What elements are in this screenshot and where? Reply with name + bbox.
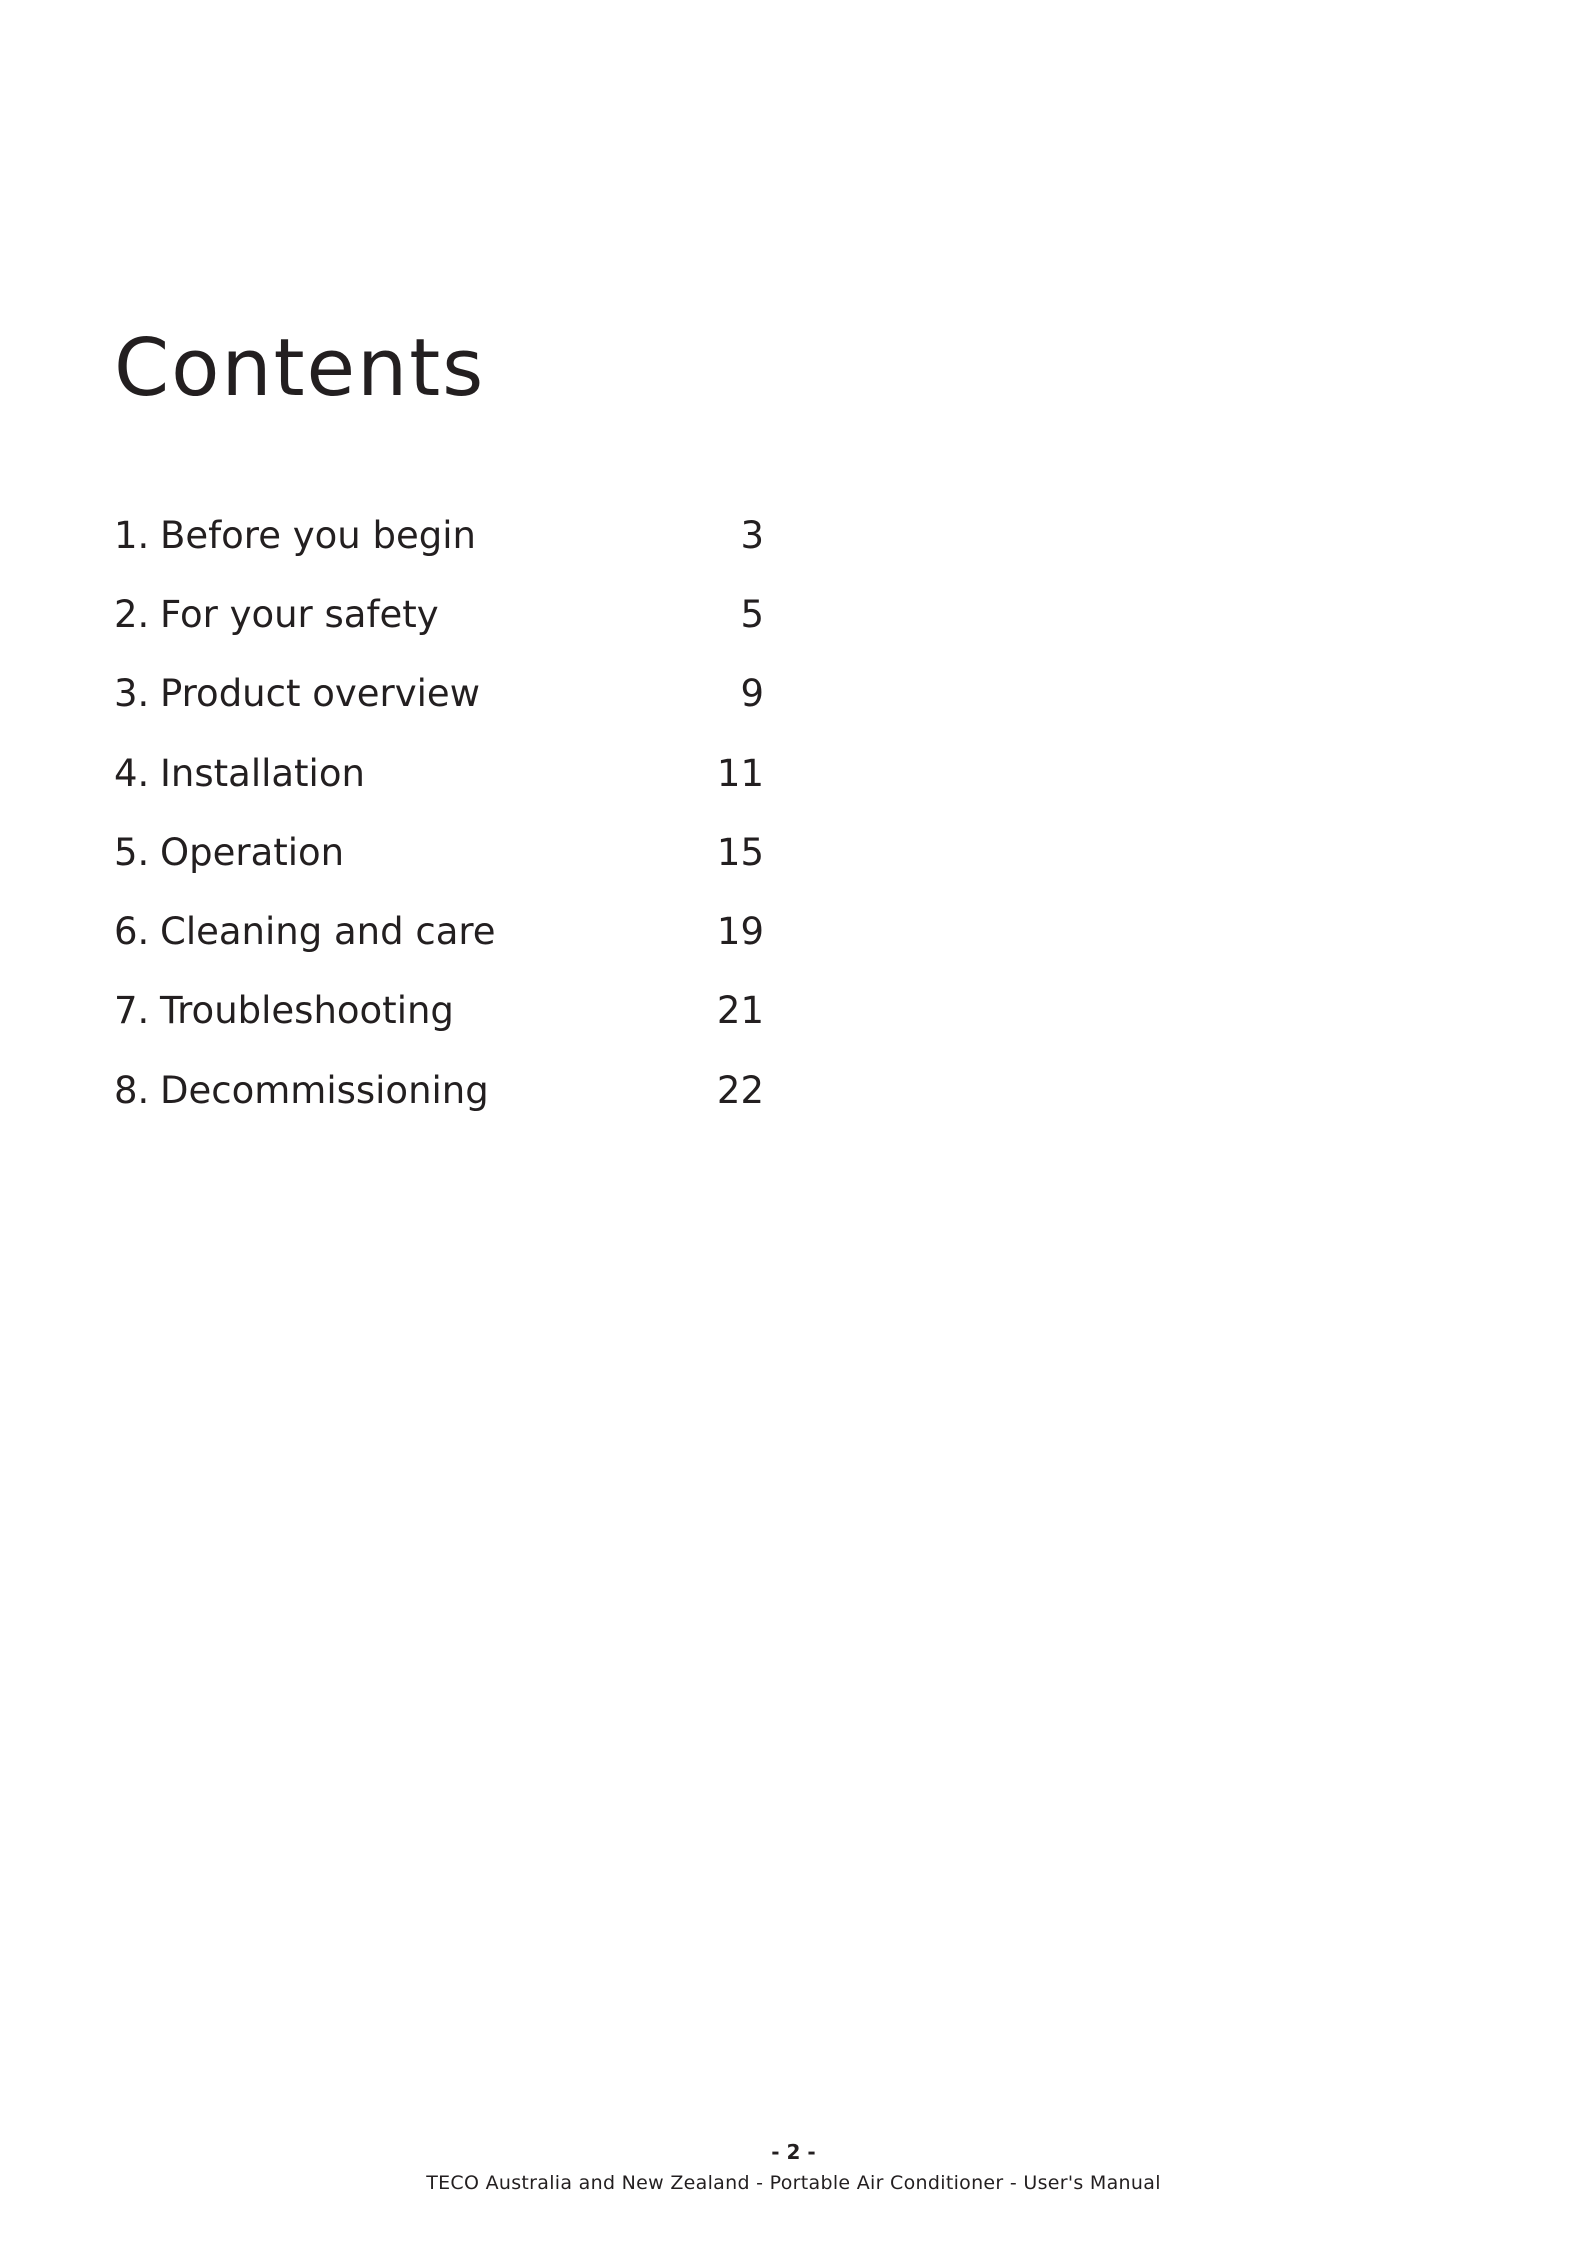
footer-page-number: - 2 - bbox=[771, 2140, 816, 2164]
toc-entry-label: Decommissioning bbox=[160, 1068, 489, 1112]
toc-entry-before-you-begin[interactable] bbox=[114, 496, 764, 575]
toc-entry-troubleshooting[interactable] bbox=[114, 972, 764, 1051]
toc-entry-page: 11 bbox=[716, 751, 764, 795]
footer-text: TECO Australia and New Zealand - Portable Air Conditioner - User's Manual bbox=[426, 2172, 1161, 2194]
toc-entry-number: 3. bbox=[114, 672, 150, 716]
toc-entry-installation[interactable] bbox=[114, 734, 764, 813]
toc-entry-number: 2. bbox=[114, 592, 150, 636]
toc-entry-label: Installation bbox=[160, 751, 365, 795]
page-title: Contents bbox=[114, 322, 486, 414]
toc-entry-decommissioning[interactable] bbox=[114, 1051, 764, 1130]
toc-entry-label: Operation bbox=[160, 830, 345, 874]
toc-entry-page: 22 bbox=[716, 1068, 764, 1112]
toc-entry-number: 8. bbox=[114, 1068, 150, 1112]
toc-entry-cleaning-and-care[interactable] bbox=[114, 892, 764, 971]
toc-entry-page: 15 bbox=[716, 830, 764, 874]
toc-entry-label: Product overview bbox=[160, 672, 480, 716]
toc-entry-number: 5. bbox=[114, 830, 150, 874]
toc-entry-label: For your safety bbox=[160, 592, 439, 636]
toc-entry-number: 1. bbox=[114, 513, 150, 557]
toc-entry-page: 19 bbox=[716, 910, 764, 954]
toc-entry-operation[interactable] bbox=[114, 813, 764, 892]
toc-entry-for-your-safety[interactable] bbox=[114, 575, 764, 654]
toc-entry-number: 6. bbox=[114, 910, 150, 954]
toc-entry-page: 3 bbox=[740, 513, 764, 557]
toc-entry-label: Cleaning and care bbox=[160, 910, 496, 954]
toc-entry-page: 9 bbox=[740, 672, 764, 716]
table-of-contents bbox=[114, 496, 764, 1130]
toc-entry-label: Before you begin bbox=[160, 513, 476, 557]
toc-entry-page: 21 bbox=[716, 989, 764, 1033]
toc-entry-product-overview[interactable] bbox=[114, 655, 764, 734]
toc-entry-number: 7. bbox=[114, 989, 150, 1033]
toc-entry-label: Troubleshooting bbox=[160, 989, 454, 1033]
toc-entry-number: 4. bbox=[114, 751, 150, 795]
toc-entry-page: 5 bbox=[740, 592, 764, 636]
